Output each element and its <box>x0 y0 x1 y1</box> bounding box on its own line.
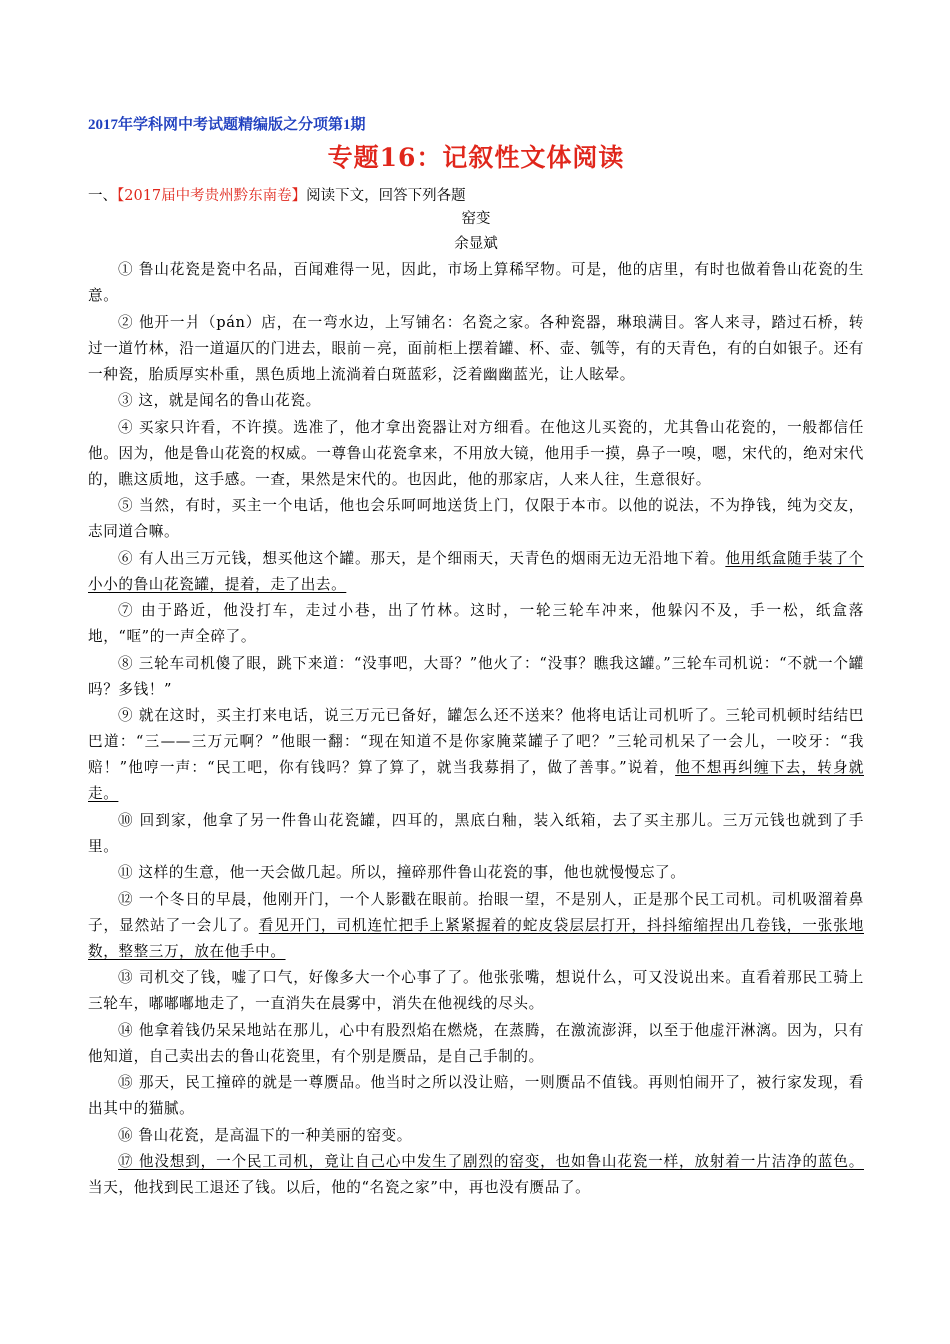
paragraph-text: ⑦ 由于路近，他没打车，走过小巷，出了竹林。这时，一轮三轮车冲来，他躲闪不及，手一松，纸盒落地，“哐”的一声全碎了。 <box>88 602 864 645</box>
underlined-sentence: 他不想再纠缠下去，转身就走。 <box>88 759 864 802</box>
paragraph-text: ① 鲁山花瓷是瓷中名品，百闻难得一见，因此，市场上算稀罕物。可是，他的店里，有时也做着鲁山花瓷的生意。 <box>88 261 864 304</box>
article-paragraph <box>88 965 864 1017</box>
paragraph-text: ⑤ 当然，有时，买主一个电话，他也会乐呵呵地送货上门，仅限于本市。以他的说法，不为挣钱，纯为交友，志同道合嘛。 <box>88 497 864 540</box>
article-paragraph <box>88 598 864 650</box>
paragraph-text: ③ 这，就是闻名的鲁山花瓷。 <box>118 392 321 409</box>
underlined-sentence: ⑰ 他没想到，一个民工司机，竟让自己心中发生了剧烈的窑变，也如鲁山花瓷一样，放射着一片洁净的蓝色。 <box>118 1153 864 1170</box>
paragraph-text: ⑪ 这样的生意，他一天会做几起。所以，撞碎那件鲁山花瓷的事，他也就慢慢忘了。 <box>118 864 686 881</box>
article-paragraph <box>88 257 864 309</box>
article-author: 余显斌 <box>454 236 498 252</box>
article-paragraph <box>88 493 864 545</box>
question-instruction: 阅读下文，回答下列各题 <box>306 188 466 204</box>
question-prefix: 一、 <box>88 188 117 204</box>
paragraph-text: ⑩ 回到家，他拿了另一件鲁山花瓷罐，四耳的，黑底白釉，装入纸箱，去了买主那儿。三万元钱也就到了手里。 <box>88 811 864 855</box>
article-paragraph <box>88 887 864 965</box>
article-paragraph <box>88 1123 864 1149</box>
article-body <box>88 257 864 1201</box>
article-paragraph <box>88 651 864 703</box>
paragraph-text: ⑨ 就在这时，买主打来电话，说三万元已备好，罐怎么还不送来？他将电话让司机听了。三轮司机顿时结结巴巴道：“三——三万元啊？”他眼一翻：“现在知道不是你家腌菜罐子了吧？”三轮司机呆了一会儿，一咬牙：“我赔！”他哼一声：“民工吧，你有钱吗？算了算了，就当我募捐了，做了善事。”说着， <box>88 707 864 776</box>
article-paragraph <box>88 1149 864 1201</box>
paragraph-text: ② 他开一爿（pán）店，在一弯水边，上写铺名：名瓷之家。各种瓷器，琳琅满目。客人来寻，踏过石桥，转过一道竹林，沿一道逼仄的门进去，眼前－亮，面前柜上摆着罐、杯、壶、瓠等，有的天青色，有的白如银子。还有一种瓷，胎质厚实朴重，黑色质地上流淌着白斑蓝彩，泛着幽幽蓝光，让人眩晕。 <box>88 313 864 383</box>
underlined-sentence: 他用纸盒随手装了个小小的鲁山花瓷罐，提着，走了出去。 <box>88 549 864 593</box>
paragraph-text: ⑥ 有人出三万元钱，想买他这个罐。那天，是个细雨天，天青色的烟雨无边无沿地下着。 <box>118 549 726 567</box>
article-paragraph <box>88 546 864 598</box>
paragraph-text: ④ 买家只许看，不许摸。选准了，他才拿出瓷器让对方细看。在他这儿买瓷的，尤其鲁山花瓷的，一般都信任他。因为，他是鲁山花瓷的权威。一尊鲁山花瓷拿来，不用放大镜，他用手一摸，鼻子一嗅，嗯，宋代的，绝对宋代的，瞧这质地，这手感。一查，果然是宋代的。也因此，他的那家店，人来人往，生意很好。 <box>88 418 864 488</box>
paragraph-text: ⑫ 一个冬日的早晨，他刚开门，一个人影戳在眼前。抬眼一望，不是别人，正是那个民工司机。司机吸溜着鼻子，显然站了一会儿了。 <box>88 890 864 934</box>
article-paragraph <box>88 388 864 414</box>
underlined-sentence: 看见开门，司机连忙把手上紧紧握着的蛇皮袋层层打开，抖抖缩缩捏出几卷钱，一张张地数，整整三万，放在他手中。 <box>88 916 864 960</box>
paragraph-text: ⑯ 鲁山花瓷，是高温下的一种美丽的窑变。 <box>118 1126 412 1144</box>
article-paragraph <box>88 1070 864 1122</box>
article-paragraph <box>88 703 864 807</box>
article-paragraph <box>88 310 864 388</box>
question-source: 【2017届中考贵州黔东南卷】 <box>117 188 307 204</box>
paragraph-text: ⑧ 三轮车司机傻了眼，跳下来道：“没事吧，大哥？”他火了：“没事？瞧我这罐。”三轮车司机说：“不就一个罐吗？多钱！” <box>88 654 864 698</box>
article-paragraph <box>88 415 864 493</box>
question-line <box>88 185 864 207</box>
paragraph-text: ⑬ 司机交了钱，嘘了口气，好像多大一个心事了了。他张张嘴，想说什么，可又没说出来。直看着那民工骑上三轮车，嘟嘟嘟地走了，一直消失在晨雾中，消失在他视线的尽头。 <box>88 969 864 1012</box>
paragraph-text: ⑮ 那天，民工撞碎的就是一尊赝品。他当时之所以没让赔，一则赝品不值钱。再则怕闹开了，被行家发现，看出其中的猫腻。 <box>88 1074 864 1117</box>
article-paragraph <box>88 1018 864 1070</box>
article-paragraph <box>88 860 864 886</box>
paragraph-text: ⑭ 他拿着钱仍呆呆地站在那儿，心中有股烈焰在燃烧，在蒸腾，在激流澎湃，以至于他虚汗淋漓。因为，只有他知道，自己卖出去的鲁山花瓷里，有个别是赝品，是自己手制的。 <box>88 1021 864 1065</box>
article-title: 窑变 <box>461 211 491 227</box>
document-page <box>88 115 864 1202</box>
paragraph-text: 当天，他找到民工退还了钱。以后，他的“名瓷之家”中，再也没有赝品了。 <box>88 1179 591 1196</box>
topic-title: 专题16：记叙性文体阅读 <box>327 143 625 172</box>
series-heading: 2017年学科网中考试题精编版之分项第1期 <box>88 117 366 133</box>
article-paragraph <box>88 808 864 860</box>
